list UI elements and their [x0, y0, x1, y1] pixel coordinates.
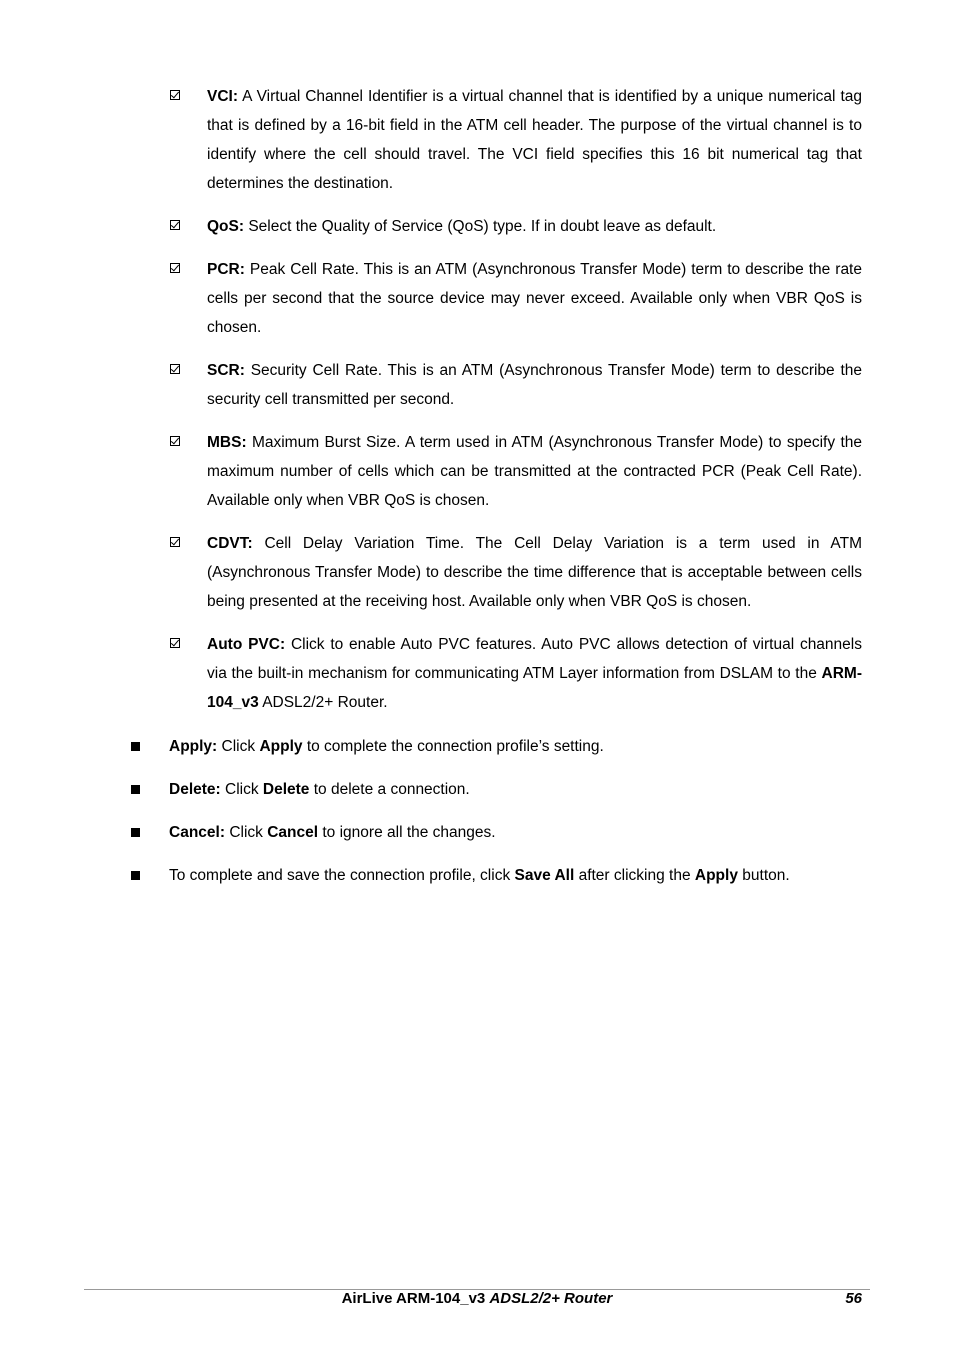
square-bullet-icon: [131, 871, 140, 880]
term-description: Select the Quality of Service (QoS) type. If in doubt leave as default.: [248, 218, 717, 235]
button-reference: Apply: [694, 867, 738, 884]
term-label: MBS:: [207, 434, 247, 451]
button-reference: Cancel: [267, 824, 319, 841]
term-label: Apply:: [169, 738, 218, 755]
checkbox-checked-icon: [170, 638, 180, 648]
list-item-save-all: [131, 861, 862, 890]
term-label: Auto PVC:: [207, 636, 286, 653]
list-item-auto-pvc: [170, 630, 862, 717]
term-label: VCI:: [207, 88, 238, 105]
text-segment: to complete the connection profile’s setting.: [306, 738, 604, 755]
text-segment: Click: [221, 738, 256, 755]
list-item-pcr: [170, 255, 862, 342]
term-description-tail: ADSL2/2+ Router.: [262, 694, 388, 711]
term-description: Click to enable Auto PVC features. Auto PVC allows detection of virtual channels via the built-in mechanism for communicating ATM Layer information from DSLAM to the: [207, 636, 862, 682]
list-item-vci: [170, 82, 862, 198]
text-segment: Click: [229, 824, 263, 841]
term-label: Cancel:: [169, 824, 225, 841]
action-list: [131, 732, 862, 904]
term-description: Security Cell Rate. This is an ATM (Asynchronous Transfer Mode) term to describe the security cell transmitted per second.: [207, 362, 863, 408]
checkbox-checked-icon: [170, 263, 180, 273]
footer-brand: AirLive ARM-104_v3: [341, 1290, 486, 1307]
term-label: Delete:: [169, 781, 221, 798]
list-item-apply: [131, 732, 862, 761]
square-bullet-icon: [131, 828, 140, 837]
parameter-list: [170, 82, 862, 731]
footer-title: [0, 1290, 954, 1308]
text-segment: after clicking the: [578, 867, 691, 884]
text-segment: button.: [742, 867, 790, 884]
list-item-qos: [170, 212, 862, 241]
list-item-mbs: [170, 428, 862, 515]
button-reference: Save All: [514, 867, 575, 884]
checkbox-checked-icon: [170, 364, 180, 374]
term-description: A Virtual Channel Identifier is a virtual channel that is identified by a unique numerical tag that is defined by a 16-bit field in the ATM cell header. The purpose of the virtual channel is to identify where the cell should travel. The VCI field specifies this 16 bit numerical tag that determines the destination.: [207, 88, 863, 192]
page-number: 56: [845, 1290, 862, 1307]
term-label: CDVT:: [207, 535, 253, 552]
text-segment: Click: [225, 781, 259, 798]
list-item-cancel: [131, 818, 862, 847]
text-segment: To complete and save the connection profile, click: [169, 867, 511, 884]
list-item-scr: [170, 356, 862, 414]
term-label: SCR:: [207, 362, 245, 379]
list-item-delete: [131, 775, 862, 804]
term-description: Maximum Burst Size. A term used in ATM (Asynchronous Transfer Mode) to specify the maximum number of cells which can be transmitted at the contracted PCR (Peak Cell Rate). Available only when VBR QoS is chosen.: [207, 434, 862, 509]
text-segment: to delete a connection.: [313, 781, 470, 798]
footer-product: ADSL2/2+ Router: [489, 1290, 613, 1307]
button-reference: Delete: [262, 781, 310, 798]
checkbox-checked-icon: [170, 90, 180, 100]
term-description: Peak Cell Rate. This is an ATM (Asynchronous Transfer Mode) term to describe the rate cells per second that the source device may never exceed. Available only when VBR QoS is chosen.: [207, 261, 862, 336]
button-reference: Apply: [259, 738, 303, 755]
term-description: Cell Delay Variation Time. The Cell Delay Variation is a term used in ATM (Asynchronous Transfer Mode) to describe the time difference that is acceptable between cells being presented at the receiving host. Available only when VBR QoS is chosen.: [207, 535, 862, 610]
checkbox-checked-icon: [170, 220, 180, 230]
list-item-cdvt: [170, 529, 862, 616]
checkbox-checked-icon: [170, 436, 180, 446]
square-bullet-icon: [131, 742, 140, 751]
term-label: QoS:: [207, 218, 245, 235]
checkbox-checked-icon: [170, 537, 180, 547]
text-segment: to ignore all the changes.: [322, 824, 496, 841]
model-name: ARM-104_v3: [207, 665, 862, 711]
square-bullet-icon: [131, 785, 140, 794]
term-label: PCR:: [207, 261, 245, 278]
